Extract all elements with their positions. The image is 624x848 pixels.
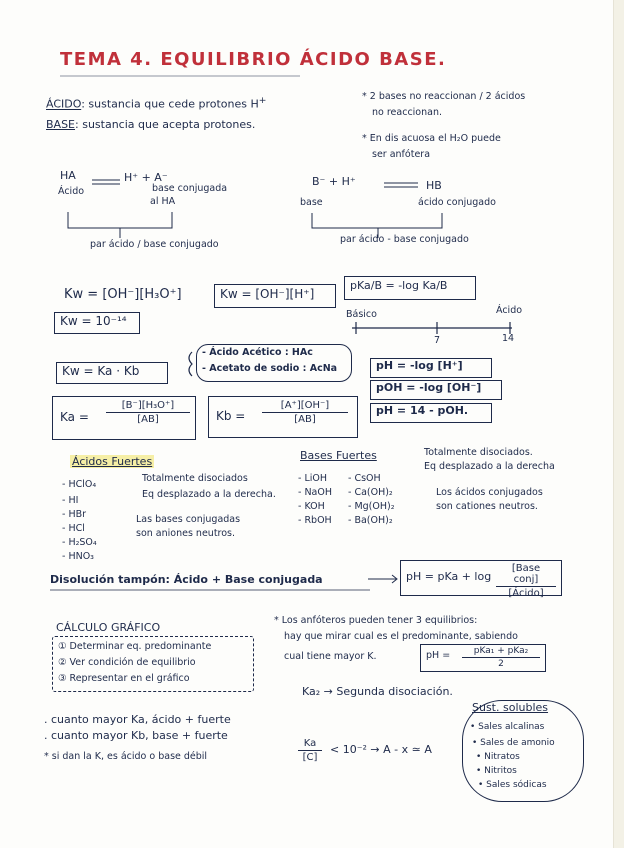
base-term: BASE (46, 118, 76, 131)
strong-base-note1-line2: Eq desplazado a la derecha (424, 461, 555, 472)
strong-base-note2-line1: Los ácidos conjugados (436, 487, 543, 498)
ka-lhs: Ka = (60, 410, 89, 424)
rule-weak: * si dan la K, es ácido o base débil (44, 751, 208, 762)
strong-base-3: - KOH (298, 501, 325, 512)
base-acid-conj: ácido conjugado (418, 197, 496, 208)
graph-calc-step1: ① Determinar eq. predominante (58, 641, 212, 652)
acid-conj-line1: base conjugada (152, 183, 228, 194)
buffer-fraction (496, 563, 556, 599)
soluble-salts-heading: Sust. solubles (472, 701, 549, 714)
acid-conj-line2: al HA (150, 196, 176, 207)
strong-base-1: - LiOH (298, 473, 328, 484)
kb-numerator: [A⁺][OH⁻] (262, 400, 348, 413)
strong-acid-note1-line2: Eq desplazado a la derecha. (142, 489, 276, 500)
base-definition (46, 119, 255, 132)
rule-kb: . cuanto mayor Kb, base + fuerte (44, 729, 228, 742)
acid-ha: HA (60, 169, 76, 182)
kw-kakb: Kw = Ka · Kb (62, 364, 140, 378)
ph-scale-basic: Básico (346, 309, 377, 320)
base-pair-label: par ácido - base conjugado (340, 234, 469, 245)
approx-numerator: Ka (298, 738, 322, 751)
note-water-line1: * En dis acuosa el H₂O puede (362, 133, 501, 144)
strong-acid-6: - HNO₃ (62, 551, 94, 562)
pka-formula: pKa/B = -log Ka/B (350, 279, 448, 292)
kb-lhs: Kb = (216, 409, 246, 423)
strong-acids-heading-text: Ácidos Fuertes (72, 455, 153, 468)
soluble-salt-4: • Nitritos (476, 766, 517, 776)
approx-denominator: [C] (302, 752, 318, 763)
acid-term: ÁCIDO (46, 97, 82, 111)
kw-eq2: Kw = [OH⁻][H⁺] (220, 287, 315, 301)
acid-label: Ácido (58, 186, 85, 197)
ka-numerator: [B⁻][H₃O⁺] (106, 400, 190, 413)
strong-base-4: - RbOH (298, 515, 332, 526)
acid-definition: ÁCIDO: sustancia que cede protones H+ (46, 95, 267, 111)
example-acetic: - Ácido Acético : HAc (202, 347, 313, 358)
page-title: TEMA 4. EQUILIBRIO ÁCIDO BASE. (60, 49, 447, 70)
examples-brace (189, 352, 192, 376)
graph-calc-step3: ③ Representar en el gráfico (58, 673, 190, 684)
strong-acid-1: - HClO₄ (62, 479, 97, 490)
soluble-salt-1: • Sales alcalinas (470, 722, 545, 732)
amphoteric-formula-lhs: pH = (426, 650, 451, 661)
base-label: base (300, 197, 323, 208)
amphoteric-line2: hay que mirar cual es el predominante, sabiendo (284, 631, 518, 642)
note-bases-line1: * 2 bases no reaccionan / 2 ácidos (362, 91, 526, 102)
poh-formula: pOH = -log [OH⁻] (376, 381, 482, 394)
amphoteric-fraction (462, 646, 540, 669)
kw-value: Kw = 10⁻¹⁴ (60, 314, 127, 328)
base-pair-bracket (312, 213, 442, 228)
rule-ka: . cuanto mayor Ka, ácido + fuerte (44, 713, 231, 726)
acid-definition-text: : sustancia que cede protones H (81, 97, 259, 111)
ka-fraction (106, 400, 190, 425)
ph-formula: pH = -log [H⁺] (376, 359, 463, 372)
note-bases-line2: no reaccionan. (372, 107, 442, 118)
acid-pair-label: par ácido / base conjugado (90, 239, 219, 250)
strong-acid-5: - H₂SO₄ (62, 537, 97, 548)
approx-fraction (298, 738, 322, 763)
kb-denominator: [AB] (294, 414, 316, 425)
amphoteric-numerator: pKa₁ + pKa₂ (462, 646, 540, 658)
buffer-label: Disolución tampón: Ácido + Base conjugada (50, 573, 323, 586)
base-reactants: B⁻ + H⁺ (312, 175, 356, 188)
strong-acid-4: - HCl (62, 523, 85, 534)
strong-acids-heading (70, 456, 154, 469)
note-water-line2: ser anfótera (372, 149, 431, 160)
strong-acid-note1-line1: Totalmente disociados (142, 473, 248, 484)
soluble-salt-5: • Sales sódicas (478, 780, 547, 790)
acid-pair-bracket (68, 212, 172, 228)
strong-base-5: - CsOH (348, 473, 381, 484)
soluble-salt-2: • Sales de amonio (472, 738, 555, 748)
ka-denominator: [AB] (137, 414, 159, 425)
buffer-formula-lhs: pH = pKa + log (406, 570, 492, 583)
strong-acid-2: - HI (62, 495, 79, 506)
approx-rest: < 10⁻² → A - x ≃ A (330, 743, 432, 756)
acid-products: H⁺ + A⁻ (124, 171, 168, 184)
strong-base-8: - Ba(OH)₂ (348, 515, 393, 526)
graph-calc-step2: ② Ver condición de equilibrio (58, 657, 196, 668)
strong-base-note2-line2: son cationes neutros. (436, 501, 538, 512)
strong-base-2: - NaOH (298, 487, 332, 498)
strong-base-7: - Mg(OH)₂ (348, 501, 395, 512)
graph-calc-heading: CÁLCULO GRÁFICO (56, 621, 161, 634)
ph-scale-seven: 7 (434, 335, 441, 346)
soluble-salt-3: • Nitratos (476, 752, 520, 762)
amphoteric-line1: * Los anfóteros pueden tener 3 equilibrios: (274, 615, 478, 626)
example-acetate: - Acetato de sodio : AcNa (202, 363, 338, 374)
buffer-denominator: [Ácido] (508, 588, 544, 599)
base-definition-text: : sustancia que acepta protones. (75, 118, 256, 131)
strong-acid-3: - HBr (62, 509, 87, 520)
kw-eq1: Kw = [OH⁻][H₃O⁺] (64, 287, 182, 302)
strong-bases-heading: Bases Fuertes (300, 449, 377, 462)
ph-scale-acid: Ácido (496, 305, 523, 316)
strong-base-note1-line1: Totalmente disociados. (424, 447, 533, 458)
ph14-formula: pH = 14 - pOH. (376, 404, 469, 417)
strong-acid-note2-line2: son aniones neutros. (136, 528, 236, 539)
ka2-note: Ka₂ → Segunda disociación. (302, 685, 453, 698)
buffer-numerator: [Base conj] (496, 563, 556, 587)
ph-scale-fourteen: 14 (502, 333, 515, 344)
amphoteric-line3: cual tiene mayor K. (284, 651, 377, 662)
strong-acid-note2-line1: Las bases conjugadas (136, 514, 241, 525)
base-hb: HB (426, 179, 442, 192)
kb-fraction (262, 400, 348, 425)
amphoteric-denominator: 2 (498, 659, 504, 669)
strong-base-6: - Ca(OH)₂ (348, 487, 393, 498)
